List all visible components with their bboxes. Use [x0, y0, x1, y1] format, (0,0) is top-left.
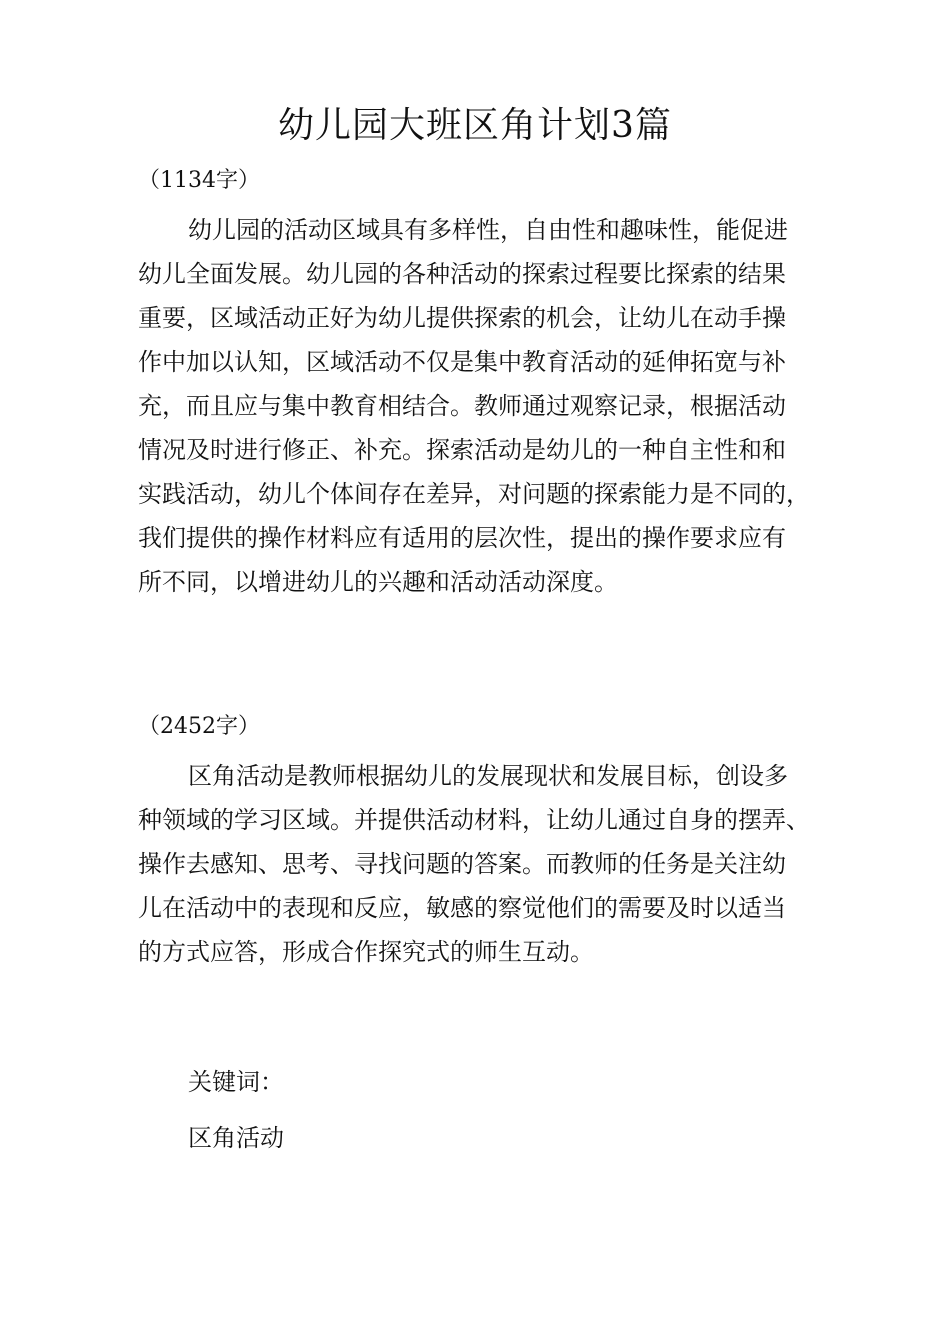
paragraph-line: 我们提供的操作材料应有适用的层次性，提出的操作要求应有: [138, 524, 786, 552]
paragraph-line: 充，而且应与集中教育相结合。教师通过观察记录，根据活动: [138, 392, 786, 420]
paragraph-line: 幼儿全面发展。幼儿园的各种活动的探索过程要比探索的结果: [138, 260, 786, 288]
section-1-paragraph: [138, 208, 838, 604]
keywords-label: 关键词：: [188, 1068, 284, 1096]
paragraph-line: 操作去感知、思考、寻找问题的答案。而教师的任务是关注幼: [138, 850, 786, 878]
paragraph-line: 所不同，以增进幼儿的兴趣和活动活动深度。: [138, 568, 618, 596]
paragraph-line: 儿在活动中的表现和反应，敏感的察觉他们的需要及时以适当: [138, 894, 786, 922]
paragraph-line: 区角活动是教师根据幼儿的发展现状和发展目标，创设多: [188, 762, 788, 790]
keywords-value: 区角活动: [188, 1124, 284, 1152]
paragraph-line: 的方式应答，形成合作探究式的师生互动。: [138, 938, 594, 966]
document-title: 幼儿园大班区角计划3篇: [278, 105, 672, 146]
paragraph-line: 幼儿园的活动区域具有多样性，自由性和趣味性，能促进: [188, 216, 788, 244]
section-1-word-count: （1134字）: [138, 168, 260, 193]
paragraph-line: 种领域的学习区域。并提供活动材料，让幼儿通过自身的摆弄、: [138, 806, 810, 834]
section-2-word-count: （2452字）: [138, 714, 260, 739]
paragraph-line: 情况及时进行修正、补充。探索活动是幼儿的一种自主性和和: [138, 436, 786, 464]
section-2-paragraph: [138, 754, 838, 974]
paragraph-line: 实践活动，幼儿个体间存在差异，对问题的探索能力是不同的，: [138, 480, 810, 508]
paragraph-line: 作中加以认知，区域活动不仅是集中教育活动的延伸拓宽与补: [138, 348, 786, 376]
paragraph-line: 重要，区域活动正好为幼儿提供探索的机会，让幼儿在动手操: [138, 304, 786, 332]
